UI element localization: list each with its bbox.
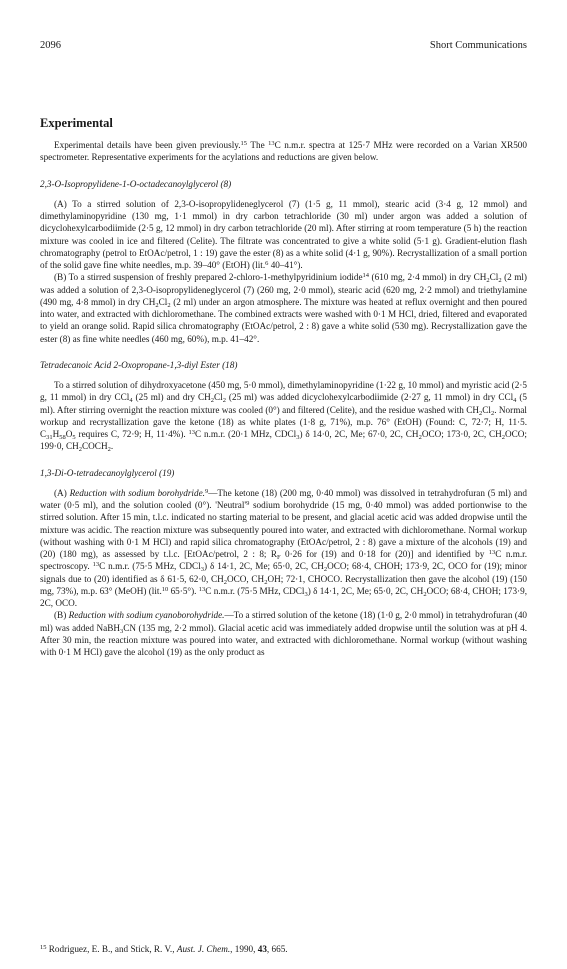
compound-19-procedure-b: (B) Reduction with sodium cyanoborohydride.—To a stirred solution of the ketone (18) (1·0 g, 2·0 mmol) in tetrahydrofuran (40 ml) was added NaBH$_3$CN (135 mg, 2·2 mmol). Glacial acetic acid was immediately added dropwise until the solution was at pH 4. After 30 min, the reaction mixture was poured into water, and extracted with dichloromethane. Normal workup (without washing with 0·1 M HCl) gave the alcohol (19) as the only product as [40,610,528,657]
compound-19-procedure-a: (A) Reduction with sodium borohydride.$^9$—The ketone (18) (200 mg, 0·40 mmol) was dissolved in tetrahydrofuran (5 ml) and water (0·5 ml), and the solution cooled (0°). '$Neutral'^9$ sodium borohydride (15 mg, 0·40 mmol) was added portionwise to the stirred solution. After 15 min, t.l.c. indicated no starting material to be present, and glacial acetic acid was added dropwise until the mixture was acidic. The reaction mixture was subsequently poured into water, and extracted with dichloromethane. Normal workup (without washing with 0·1 M HCl) and rapid silica chromatography (EtOAc/petrol, 2 : 8) gave a mixture of the alcohols (19) and (20) (180 mg), as assessed by t.l.c. [EtOAc/petrol, 2 : 8; $R_F$ 0·26 for (19) and 0·18 for (20)] and identified by $^{13}$C n.m.r. spectroscopy. $^{13}$C n.m.r. (75·5 MHz, CDCl$_3$) δ 14·1, 2C, Me; 65·0, 2C, $CH_2OCO$; 68·4, CHOH; 173·9, 2C, OCO for (19); minor signals due to (20) identified as δ 61·5, 62·0, $CH_2OCO$, $CH_2OH$; 72·1, CHOCO. Recrystallization then gave the alcohol (19) (150 mg, 73%), m.p. 63° (MeOH) (lit.$^{10}$ 65·5°). $^{13}$C n.m.r. (75·5 MHz, CDCl$_3$) δ 14·1, 2C, Me; 65·0, 2C, $CH_2OCO$; 68·4, CHOH; 173·9, 2C, OCO. [40,487,528,608]
page-number: 2096 [40,40,61,51]
section-title: Experimental [40,116,113,130]
compound-8-procedure-a: (A) To a stirred solution of 2,3-O-isopropylideneglycerol (7) (1·5 g, 11 mmol), stearic acid (3·4 g, 12 mmol) and dimethylaminopyridine (130 mg, 1·1 mmol) in dry carbon tetrachloride (30 ml) under argon was added a solution of dicyclohexylcarbodiimide (2·5 g, 12 mmol) in dry carbon tetrachloride (20 ml). After stirring at room temperature (5 h) the reaction mixture was cooled in ice and filtered (Celite). The filtrate was concentrated to give a white solid (5·1 g). Gradient-elution flash chromatography (petrol to EtOAc/petrol, 1 : 19) gave the ester (8) as a white solid (4·1 g, 90%). Recrystallization of a small portion of the solid gave fine white needles, m.p. 39–40° (EtOH) (lit.$^6$ 40–41°). [40,198,527,270]
journal-section: Short Communications [429,40,527,51]
compound-19-heading: 1,3-Di-O-tetradecanoylglycerol (19) [40,467,175,478]
intro-paragraph: Experimental details have been given previously.$^{15}$ The $^{13}$C n.m.r. spectra at 125·7 MHz were recorded on a Varian XR500 spectrometer. Representative experiments for the acylations and reductions are given below. [40,140,527,163]
compound-8-procedure-b: (B) To a stirred suspension of freshly prepared 2-chloro-1-methylpyridinium iodide$^{14}$ (610 mg, 2·4 mmol) in dry $CH_2Cl_2$ (2 ml) was added a solution of 2,3-O-isopropylideneglycerol (7) (260 mg, 2·0 mmol), stearic acid (620 mg, 2·2 mmol) and triethylamine (490 mg, 4·8 mmol) in dry $CH_2Cl_2$ (2 ml) under an argon atmosphere. The mixture was heated at reflux overnight and then poured into water, and extracted with dichloromethane. The combined extracts were washed with 0·1 M HCl, dried, filtered and evaporated to yield an orange solid. Rapid silica chromatography (EtOAc/petrol, 2 : 8) gave a white solid (530 mg). Recrystallization gave the ester (8) as fine white needles (460 mg, 60%), m.p. 41–42°. [40,272,527,344]
compound-8-heading: 2,3-O-Isopropylidene-1-O-octadecanoylglycerol (8) [40,178,232,189]
article-body [40,116,527,658]
compound-18-procedure: To a stirred solution of dihydroxyacetone (450 mg, 5·0 mmol), dimethylaminopyridine (1·22 g, 10 mmol) and myristic acid (2·5 g, 11 mmol) in dry CCl$_4$ (25 ml) and dry $CH_2Cl_2$ (25 ml) was added dicyclohexylcarbodiimide (2·27 g, 11 mmol) in dry CCl$_4$ (5 ml). After stirring overnight the reaction mixture was cooled (0°) and filtered (Celite), and the residue washed with $CH_2Cl_2$. Normal workup and recrystallization gave the ketone (18) as white plates (1·8 g, 71%), m.p. 76° (EtOH) (Found: C, 72·7; H, 11·5. $C_{31}H_{58}O_5$ requires C, 72·9; H, 11·4%). $^{13}$C n.m.r. (20·1 MHz, CDCl$_3$) δ 14·0, 2C, Me; 67·0, 2C, $CH_2OCO$; 173·0, 2C, $CH_2OCO$; 199·0, $CH_2COCH_2$. [40,380,528,454]
compound-18-heading: Tetradecanoic Acid 2-Oxopropane-1,3-diyl Ester (18) [40,359,238,370]
footnote: $^{15}$ Rodriguez, E. B., and Stick, R. V., Aust. J. Chem., 1990, 43, 665. [40,944,288,954]
running-header [40,40,527,54]
